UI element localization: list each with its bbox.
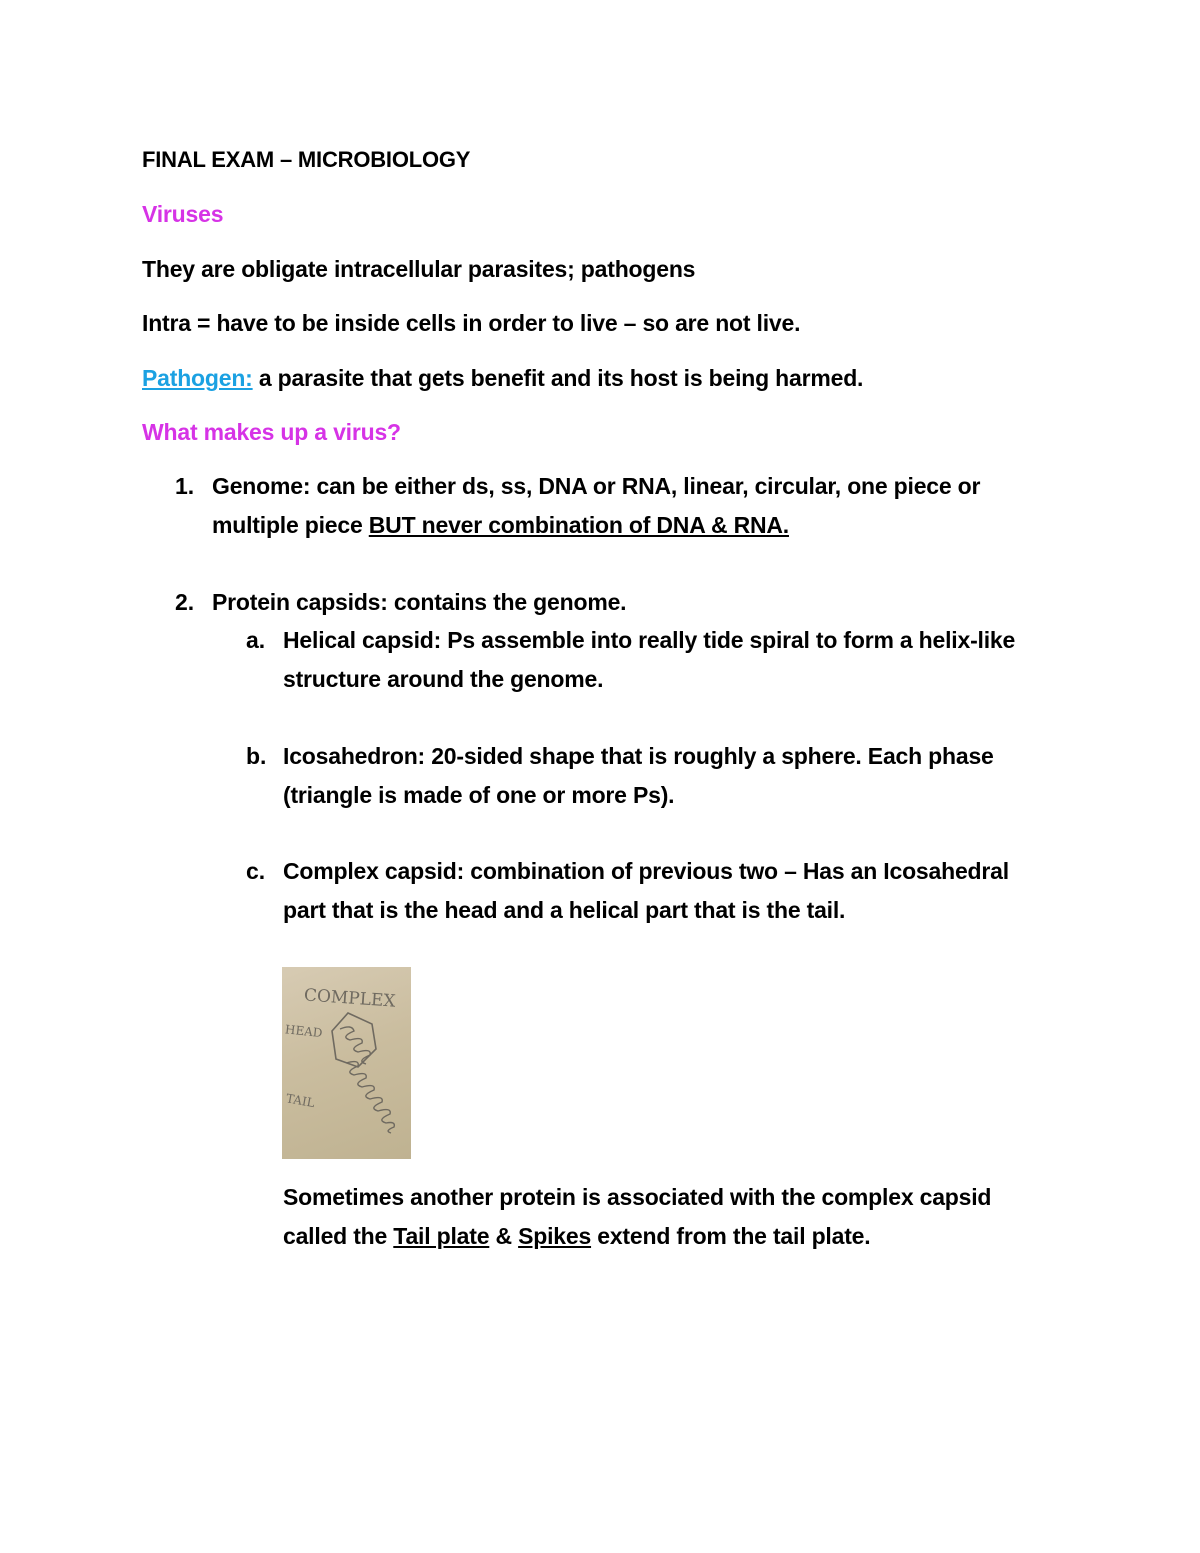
genome-text: multiple piece bbox=[212, 512, 369, 538]
list-item-protein-capsids: Protein capsids: contains the genome. bbox=[212, 589, 627, 615]
question-heading: What makes up a virus? bbox=[142, 419, 401, 445]
sub-item-complex-line1: Complex capsid: combination of previous two – Has an Icosahedral bbox=[283, 858, 1009, 884]
paragraph-pathogen-definition bbox=[142, 363, 863, 393]
spikes-term: Spikes bbox=[518, 1223, 592, 1249]
sub-item-complex-line2: part that is the head and a helical part that is the tail. bbox=[283, 897, 846, 923]
sub-item-icosahedron-line1: Icosahedron: 20-sided shape that is roughly a sphere. Each phase bbox=[283, 743, 994, 769]
paragraph-obligate-parasites: They are obligate intracellular parasites; pathogens bbox=[142, 256, 696, 282]
sub-item-helical-line2: structure around the genome. bbox=[283, 666, 604, 692]
sub-item-icosahedron-line2: (triangle is made of one or more Ps). bbox=[283, 782, 675, 808]
sketch-icosahedral-head bbox=[332, 1013, 376, 1067]
closing-text-rest: extend from the tail plate. bbox=[591, 1223, 871, 1249]
pathogen-definition-text: a parasite that gets benefit and its host is being harmed. bbox=[252, 365, 864, 391]
sub-marker-a: a. bbox=[246, 627, 266, 653]
closing-text-a: called the bbox=[283, 1223, 394, 1249]
complex-capsid-sketch bbox=[282, 967, 411, 1159]
sub-item-helical-line1: Helical capsid: Ps assemble into really tide spiral to form a helix-like bbox=[283, 627, 1016, 653]
sketch-label-head: HEAD bbox=[284, 1022, 324, 1041]
list-marker-1: 1. bbox=[175, 473, 195, 499]
genome-emphasis: BUT never combination of DNA & RNA. bbox=[368, 512, 789, 538]
section-heading-viruses: Viruses bbox=[142, 201, 224, 227]
closing-ampersand: & bbox=[489, 1223, 519, 1249]
closing-line-1: Sometimes another protein is associated with the complex capsid bbox=[283, 1184, 992, 1210]
sketch-label-tail: TAIL bbox=[285, 1091, 316, 1111]
sub-marker-c: c. bbox=[246, 858, 266, 884]
paragraph-intra-definition: Intra = have to be inside cells in order to live – so are not live. bbox=[142, 310, 801, 336]
sub-marker-b: b. bbox=[246, 743, 267, 769]
pathogen-term: Pathogen: bbox=[142, 365, 253, 391]
list-item-genome-line1: Genome: can be either ds, ss, DNA or RNA, linear, circular, one piece or bbox=[212, 473, 981, 499]
document-title: FINAL EXAM – MICROBIOLOGY bbox=[142, 147, 471, 172]
sketch-helical-tail bbox=[340, 1027, 394, 1133]
list-marker-2: 2. bbox=[175, 589, 195, 615]
list-item-genome-line2 bbox=[212, 510, 789, 540]
complex-capsid-photo bbox=[282, 967, 411, 1159]
sketch-label-complex: COMPLEX bbox=[303, 985, 397, 1012]
closing-line-2 bbox=[283, 1221, 870, 1251]
tail-plate-term: Tail plate bbox=[393, 1223, 490, 1249]
